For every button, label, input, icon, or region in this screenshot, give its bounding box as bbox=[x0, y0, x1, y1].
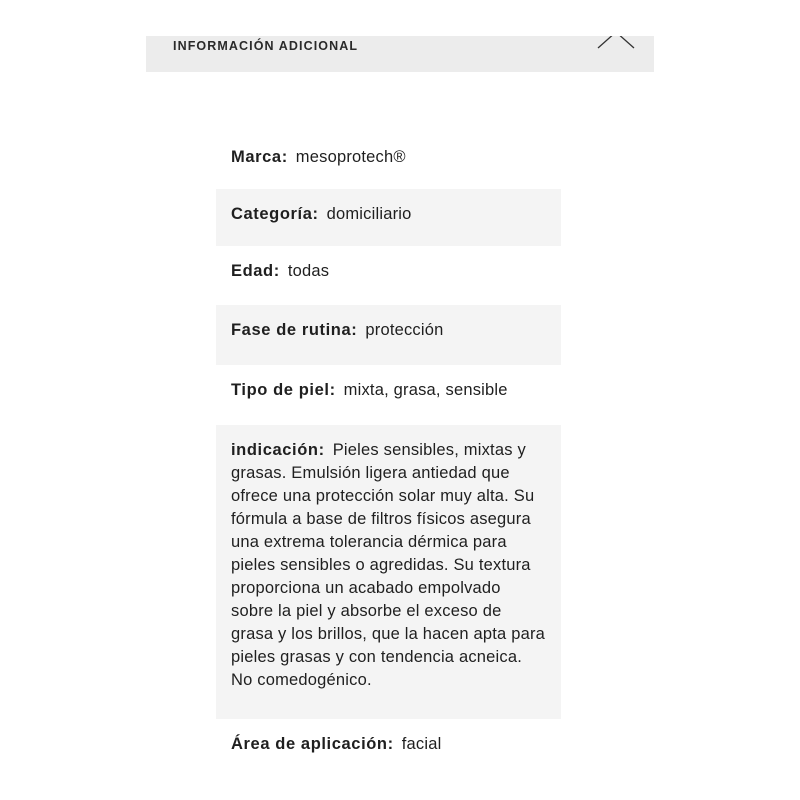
attribute-value: mixta, grasa, sensible bbox=[343, 381, 508, 399]
attribute-key: Área de aplicación: bbox=[231, 735, 394, 753]
attribute-key: Categoría: bbox=[231, 205, 319, 223]
attribute-row-indication bbox=[216, 425, 561, 719]
attribute-row-skin-type bbox=[216, 365, 561, 425]
attribute-key: Fase de rutina: bbox=[231, 321, 358, 339]
attribute-key: indicación: bbox=[231, 441, 325, 459]
attribute-key: Tipo de piel: bbox=[231, 381, 336, 399]
additional-info-panel bbox=[146, 36, 654, 768]
attribute-row-brand bbox=[216, 132, 561, 189]
attribute-value: facial bbox=[401, 735, 442, 753]
attribute-value: protección bbox=[365, 321, 444, 339]
chevron-up-icon[interactable] bbox=[596, 36, 636, 52]
attribute-value: Pieles sensibles, mixtas y grasas. Emulsión ligera antiedad que ofrece una protección solar muy alta. Su fórmula a base de filtros físicos asegura una extrema tolerancia dérmica para pieles sensibles o agredidas. Su textura proporciona un acabado empolvado sobre la piel y absorbe el exceso de grasa y los brillos, que la hacen apta para pieles grasas y con tendencia acneica. No comedogénico. bbox=[231, 441, 546, 689]
section-title: INFORMACIÓN ADICIONAL bbox=[173, 39, 359, 53]
attribute-row-category bbox=[216, 189, 561, 246]
attribute-row-routine-phase bbox=[216, 305, 561, 365]
attribute-key: Marca: bbox=[231, 148, 288, 166]
accordion-header[interactable] bbox=[146, 36, 654, 72]
attribute-row-application-area bbox=[216, 719, 561, 768]
attribute-value: domiciliario bbox=[326, 205, 412, 223]
attribute-value: todas bbox=[287, 262, 330, 280]
attribute-list bbox=[216, 132, 561, 768]
attribute-key: Edad: bbox=[231, 262, 280, 280]
attribute-row-age bbox=[216, 246, 561, 305]
attribute-value: mesoprotech® bbox=[295, 148, 406, 166]
